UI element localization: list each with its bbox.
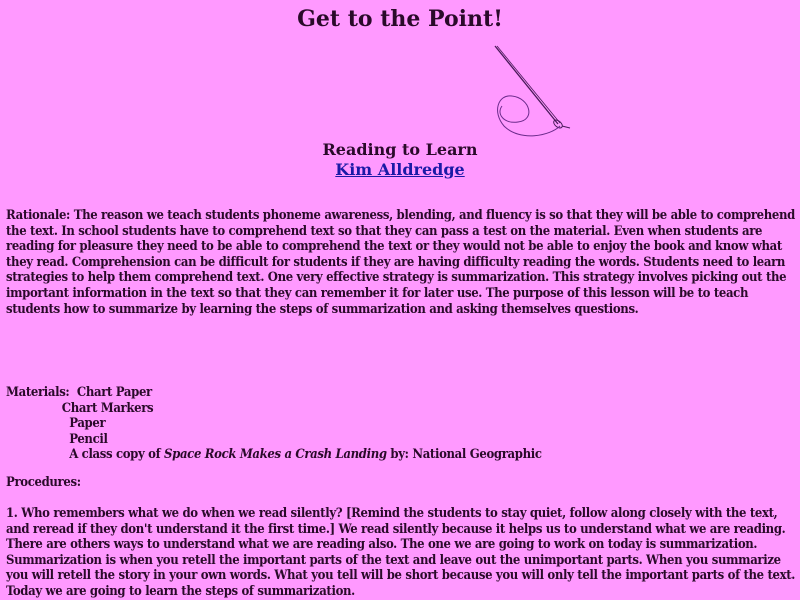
- lesson-header: [0, 140, 800, 180]
- book-title: Space Rock Makes a Crash Landing: [164, 447, 387, 463]
- material-item: Paper: [69, 416, 106, 432]
- material-item: Chart Markers: [61, 400, 154, 416]
- author-link[interactable]: Kim Alldredge: [335, 160, 465, 179]
- needle-and-thread-icon: [490, 44, 580, 139]
- rationale-paragraph: Rationale: The reason we teach students phoneme awareness, blending, and fluency is so that they will be able to comprehend the text. In school students have to comprehend text so that they can pass a test on the material. Even when students are reading for pleasure they need to be able to comprehend the text or they would not be able to enjoy the book and know what they read. Comprehension can be difficult for students if they are having difficulty reading the words. Students need to learn strategies to help them comprehend text. One very effective strategy is summarization. This strategy involves picking out the important information in the text so that they can remember it for later use. The purpose of this lesson will be to teach students how to summarize by learning the steps of summarization and asking themselves questions.: [6, 208, 795, 317]
- materials-list: [6, 385, 798, 463]
- procedures-heading: Procedures:: [6, 475, 81, 490]
- material-item: Chart Paper: [76, 385, 152, 400]
- procedure-step-1: 1. Who remembers what we do when we read silently? [Remind the students to stay quiet, follow along closely with the text, and reread if they don't understand it the first time.] We read silently because it helps us to understand what we are reading. There are others ways to understand what we are reading also. The one we are going to work on today is summarization. Summarization is when you retell the important parts of the text and leave out the unimportant parts. When you summarize you will retell the story in your own words. What you tell will be short because you will only tell the important parts of the text. Today we are going to learn the steps of summarization.: [6, 506, 796, 599]
- page-title: Get to the Point!: [297, 6, 503, 32]
- material-book-suffix: by: National Geographic: [386, 447, 542, 463]
- materials-label: Materials:: [6, 385, 70, 400]
- subtitle: Reading to Learn: [322, 140, 478, 159]
- material-item: Pencil: [69, 431, 108, 447]
- material-book-prefix: A class copy of: [69, 447, 165, 463]
